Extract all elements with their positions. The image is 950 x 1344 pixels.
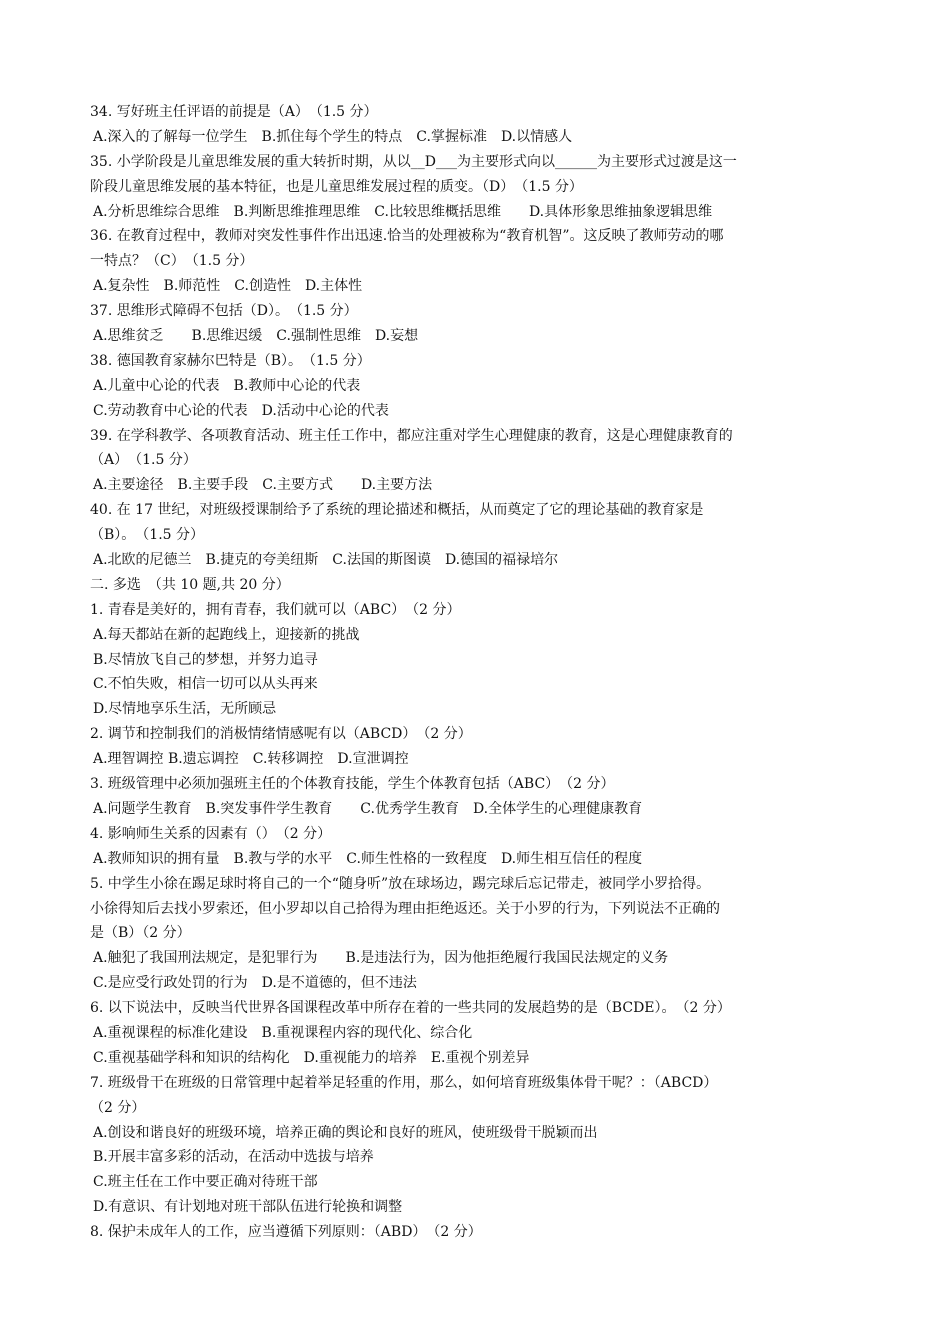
mq1-stem: 1. 青春是美好的，拥有青春，我们就可以（ABC） （2 分） [90,601,461,618]
mq7-stem: 7. 班级骨干在班级的日常管理中起着举足轻重的作用，那么，如何培育班级集体骨干呢？：（ABCD） [90,1074,718,1091]
mq1-option-b: B.尽情放飞自己的梦想，并努力追寻 [93,651,318,668]
q36-stem: 36. 在教育过程中，教师对突发性事件作出迅速.恰当的处理被称为“教育机智”。这反映了教师劳动的哪 [90,228,724,245]
mq7-option-c: C.班主任在工作中要正确对待班干部 [93,1174,318,1191]
q37-options: A.思维贫乏 B.思维迟缓 C.强制性思维 D.妄想 [93,328,419,345]
mq5-options-ab: A.触犯了我国刑法规定，是犯罪行为 B.是违法行为，因为他拒绝履行我国民法规定的义务 [93,950,669,967]
mq6-options-ab: A.重视课程的标准化建设 B.重视课程内容的现代化、综合化 [93,1024,473,1041]
mq7-option-a: A.创设和谐良好的班级环境，培养正确的舆论和良好的班风，使班级骨干脱颖而出 [93,1124,598,1141]
mq8-stem: 8. 保护未成年人的工作，应当遵循下列原则：（ABD） （2 分） [90,1224,482,1241]
section-heading-multiple-choice: 二. 多选 （共 10 题,共 20 分） [90,576,290,593]
q35-options: A.分析思维综合思维 B.判断思维推理思维 C.比较思维概括思维 D.具体形象思维抽象逻辑思维 [93,203,713,220]
mq3-options: A.问题学生教育 B.突发事件学生教育 C.优秀学生教育 D.全体学生的心理健康教育 [93,800,643,817]
q37-stem: 37. 思维形式障碍不包括（D）。 （1.5 分） [90,303,358,320]
mq5-stem-end: 是（B）（2 分） [90,925,191,942]
mq2-options: A.理智调控 B.遗忘调控 C.转移调控 D.宣泄调控 [93,751,409,768]
q35-stem-cont: 阶段儿童思维发展的基本特征，也是儿童思维发展过程的质变。（D） （1.5 分） [90,178,583,195]
q39-stem: 39. 在学科教学、各项教育活动、班主任工作中，都应注重对学生心理健康的教育，这是心理健康教育的 [90,427,733,444]
q38-options-ab: A.儿童中心论的代表 B.教师中心论的代表 [93,377,361,394]
mq5-stem-cont: 小徐得知后去找小罗索还，但小罗却以自己拾得为理由拒绝返还。关于小罗的行为，下列说法不正确的 [90,900,720,917]
mq1-option-a: A.每天都站在新的起跑线上，迎接新的挑战 [93,626,360,643]
q39-stem-cont: （A） （1.5 分） [90,452,197,469]
mq6-options-cde: C.重视基础学科和知识的结构化 D.重视能力的培养 E.重视个别差异 [93,1049,530,1066]
q36-options: A.复杂性 B.师范性 C.创造性 D.主体性 [93,278,363,295]
mq6-stem: 6. 以下说法中，反映当代世界各国课程改革中所存在着的一些共同的发展趋势的是（BCDE）。 （2 分） [90,1000,731,1017]
mq4-options: A.教师知识的拥有量 B.教与学的水平 C.师生性格的一致程度 D.师生相互信任的程度 [93,850,643,867]
mq5-stem: 5. 中学生小徐在踢足球时将自己的一个“随身听”放在球场边，踢完球后忘记带走，被同学小罗拾得。 [90,875,711,892]
mq7-stem-cont: （2 分） [90,1099,146,1116]
q36-stem-cont: 一特点？（C） （1.5 分） [90,253,254,270]
mq7-option-b: B.开展丰富多彩的活动，在活动中选拔与培养 [93,1149,374,1166]
q40-stem: 40. 在 17 世纪，对班级授课制给予了系统的理论描述和概括，从而奠定了它的理论基础的教育家是 [90,502,704,519]
mq2-stem: 2. 调节和控制我们的消极情绪情感呢有以（ABCD） （2 分） [90,726,472,743]
mq1-option-d: D.尽情地享乐生活，无所顾忌 [93,701,277,718]
q38-options-cd: C.劳动教育中心论的代表 D.活动中心论的代表 [93,402,389,419]
mq7-option-d: D.有意识、有计划地对班干部队伍进行轮换和调整 [93,1199,403,1216]
mq3-stem: 3. 班级管理中必须加强班主任的个体教育技能，学生个体教育包括（ABC） （2 分） [90,776,615,793]
q38-stem: 38. 德国教育家赫尔巴特是（B）。 （1.5 分） [90,352,371,369]
q40-options: A.北欧的尼德兰 B.捷克的夸美纽斯 C.法国的斯图谟 D.德国的福禄培尔 [93,552,559,569]
mq1-option-c: C.不怕失败，相信一切可以从头再来 [93,676,318,693]
q35-stem: 35. 小学阶段是儿童思维发展的重大转折时期，从以__D___为主要形式向以______为主要形式过渡是这一 [90,153,737,170]
q34-options: A.深入的了解每一位学生 B.抓住每个学生的特点 C.掌握标准 D.以情感人 [93,128,573,145]
q40-stem-cont: （B）。 （1.5 分） [90,527,205,544]
q34-stem: 34. 写好班主任评语的前提是（A） （1.5 分） [90,104,378,120]
q39-options: A.主要途径 B.主要手段 C.主要方式 D.主要方法 [93,477,433,494]
mq4-stem: 4. 影响师生关系的因素有（） （2 分） [90,825,332,842]
mq5-options-cd: C.是应受行政处罚的行为 D.是不道德的，但不违法 [93,975,417,992]
